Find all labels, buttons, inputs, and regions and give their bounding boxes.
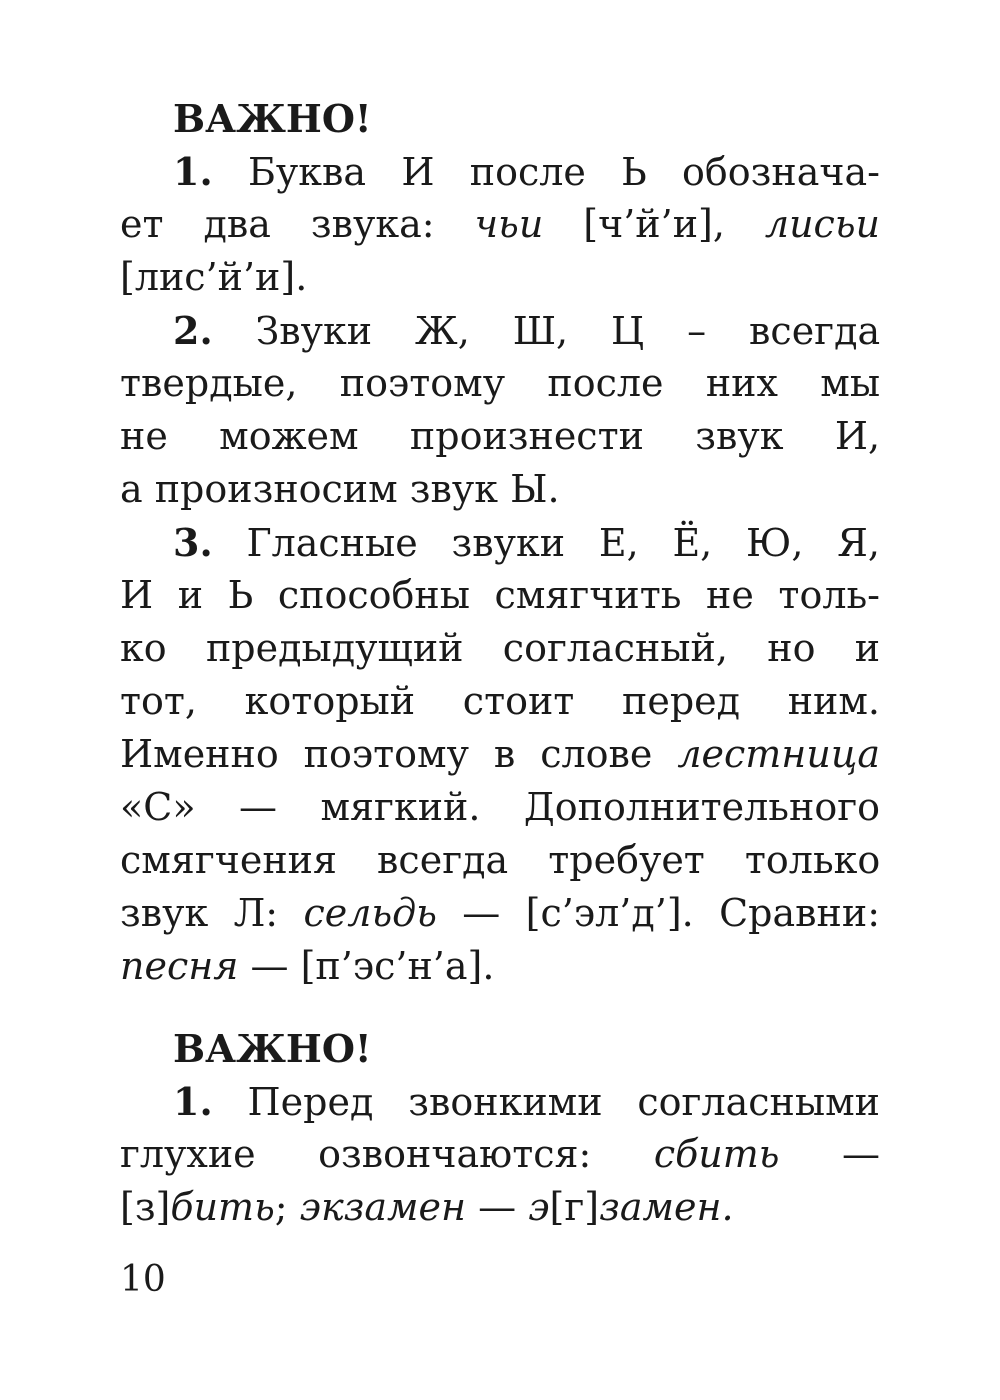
s1-item3-line7: смягчения всегда требует только [120, 838, 880, 882]
s1-item2-line1: 2. Звуки Ж, Ш, Ц – всегда [173, 308, 880, 353]
s1-item1-number: 1. [173, 149, 213, 194]
s1-item3-line6: «С» — мягкий. Дополнительного [120, 785, 880, 829]
section1-heading: ВАЖНО! [173, 96, 372, 141]
s1-item1-line3: [лис’й’и]. [120, 255, 308, 299]
s1-item3-line5: Именно поэтому в слове лестница [120, 732, 880, 776]
s1-item3-line2: И и Ь способны смягчить не толь- [120, 573, 880, 617]
s2-item1-line3: [з]бить; экзамен — э[г]замен. [120, 1185, 734, 1229]
s1-item1-line1: 1. Буква И после Ь обознача- [173, 149, 880, 194]
s1-item2-line3: не можем произнести звук И, [120, 414, 880, 458]
page-number: 10 [120, 1259, 166, 1300]
s1-item2-number: 2. [173, 308, 213, 353]
s2-item1-number: 1. [173, 1079, 213, 1124]
s1-item3-line4: тот, который стоит перед ним. [120, 679, 880, 723]
s2-item1-line1: 1. Перед звонкими согласными [173, 1079, 880, 1124]
s2-item1-line2: глухие озвончаются: сбить — [120, 1132, 880, 1176]
s1-item3-line8: звук Л: сельдь — [с’эл’д’]. Сравни: [120, 891, 880, 935]
s1-item3-line9: песня — [п’эс’н’а]. [120, 944, 495, 988]
section2-heading: ВАЖНО! [173, 1026, 372, 1071]
s1-item1-line2: ет два звука: чьи [ч’й’и], лисьи [120, 202, 880, 246]
s1-item3-line1: 3. Гласные звуки Е, Ё, Ю, Я, [173, 520, 880, 565]
s1-item2-line2: твердые, поэтому после них мы [120, 361, 880, 405]
s1-item3-number: 3. [173, 520, 213, 565]
s1-item2-line4: а произносим звук Ы. [120, 467, 560, 511]
s1-item3-line3: ко предыдущий согласный, но и [120, 626, 880, 670]
